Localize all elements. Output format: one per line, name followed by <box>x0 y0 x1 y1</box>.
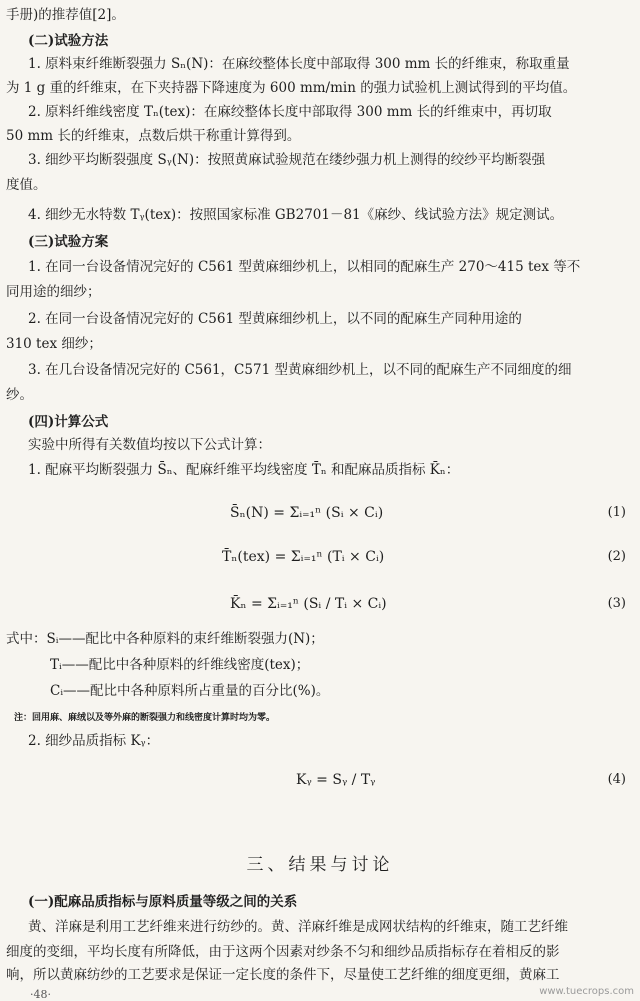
text-line: 1. 原料束纤维断裂强力 Sₙ(N)：在麻绞整体长度中部取得 300 mm 长的纤维束，称取重量 <box>28 56 570 72</box>
section-heading: (二)试验方法 <box>28 33 109 49</box>
text-line: 手册)的推荐值[2]。 <box>6 7 125 23</box>
text-line: 度值。 <box>6 177 47 193</box>
text-line: 为 1 g 重的纤维束，在下夹持器下降速度为 600 mm/min 的强力试验机上测试得到的平均值。 <box>6 80 577 96</box>
equation-1: S̄ₙ(N) = Σᵢ₌₁ⁿ (Sᵢ × Cᵢ) <box>230 505 384 521</box>
equation-number: (1) <box>607 505 626 520</box>
section-heading: (一)配麻品质指标与原料质量等级之间的关系 <box>28 894 298 910</box>
text-line: 同用途的细纱； <box>6 284 101 300</box>
text-line: 4. 细纱无水特数 Tᵧ(tex)：按照国家标准 GB2701－81《麻纱、线试验方法》规定测试。 <box>28 207 564 223</box>
section-heading: (三)试验方案 <box>28 234 109 250</box>
watermark: www.tuecrops.com <box>539 986 634 997</box>
text-line: 式中：Sᵢ——配比中各种原料的束纤维断裂强力(N)； <box>6 631 324 647</box>
text-line: 2. 原料纤维线密度 Tₙ(tex)：在麻绞整体长度中部取得 300 mm 长的纤维束中，再切取 <box>28 104 552 120</box>
equation-number: (2) <box>607 549 626 564</box>
text-line: 3. 在几台设备情况完好的 C561，C571 型黄麻细纱机上，以不同的配麻生产不同细度的细 <box>28 362 572 378</box>
text-line: 2. 细纱品质指标 Kᵧ： <box>28 733 160 749</box>
text-line: 黄、洋麻是利用工艺纤维来进行纺纱的。黄、洋麻纤维是成网状结构的纤维束，随工艺纤维 <box>28 919 568 935</box>
equation-4: Kᵧ = Sᵧ / Tᵧ <box>296 772 376 788</box>
text-line: 实验中所得有关数值均按以下公式计算： <box>28 437 271 453</box>
text-line: 1. 配麻平均断裂强力 S̄ₙ、配麻纤维平均线密度 T̄ₙ 和配麻品质指标 K̄ₙ： <box>28 462 460 478</box>
page-number: ·48· <box>30 988 51 1001</box>
text-line: Cᵢ——配比中各种原料所占重量的百分比(%)。 <box>50 683 330 699</box>
text-line: 310 tex 细纱； <box>6 336 102 352</box>
text-line: 纱。 <box>6 387 33 403</box>
text-line: 响，所以黄麻纺纱的工艺要求是保证一定长度的条件下，尽量使工艺纤维的细度更细，黄麻工 <box>6 967 560 983</box>
equation-3: K̄ₙ = Σᵢ₌₁ⁿ (Sᵢ / Tᵢ × Cᵢ) <box>230 596 387 612</box>
text-line: 50 mm 长的纤维束，点数后烘干称重计算得到。 <box>6 128 301 144</box>
equation-number: (3) <box>607 596 626 611</box>
text-line: 2. 在同一台设备情况完好的 C561 型黄麻细纱机上，以不同的配麻生产同种用途的 <box>28 311 522 327</box>
text-line: Tᵢ——配比中各种原料的纤维线密度(tex)； <box>50 657 310 673</box>
equation-2: T̄ₙ(tex) = Σᵢ₌₁ⁿ (Tᵢ × Cᵢ) <box>222 549 385 565</box>
text-line: 1. 在同一台设备情况完好的 C561 型黄麻细纱机上，以相同的配麻生产 270～415 tex 等不 <box>28 259 581 275</box>
text-line: 细度的变细，平均长度有所降低，由于这两个因素对纱条不匀和细纱品质指标存在着相反的影 <box>6 944 560 960</box>
section-heading: (四)计算公式 <box>28 414 109 430</box>
equation-number: (4) <box>607 772 626 787</box>
footnote: 注：回用麻、麻绒以及等外麻的断裂强力和线密度计算时均为零。 <box>14 713 276 723</box>
text-line: 3. 细纱平均断裂强度 Sᵧ(N)：按照黄麻试验规范在缕纱强力机上测得的绞纱平均断裂强 <box>28 152 546 168</box>
section-title: 三、结果与讨论 <box>246 855 394 875</box>
